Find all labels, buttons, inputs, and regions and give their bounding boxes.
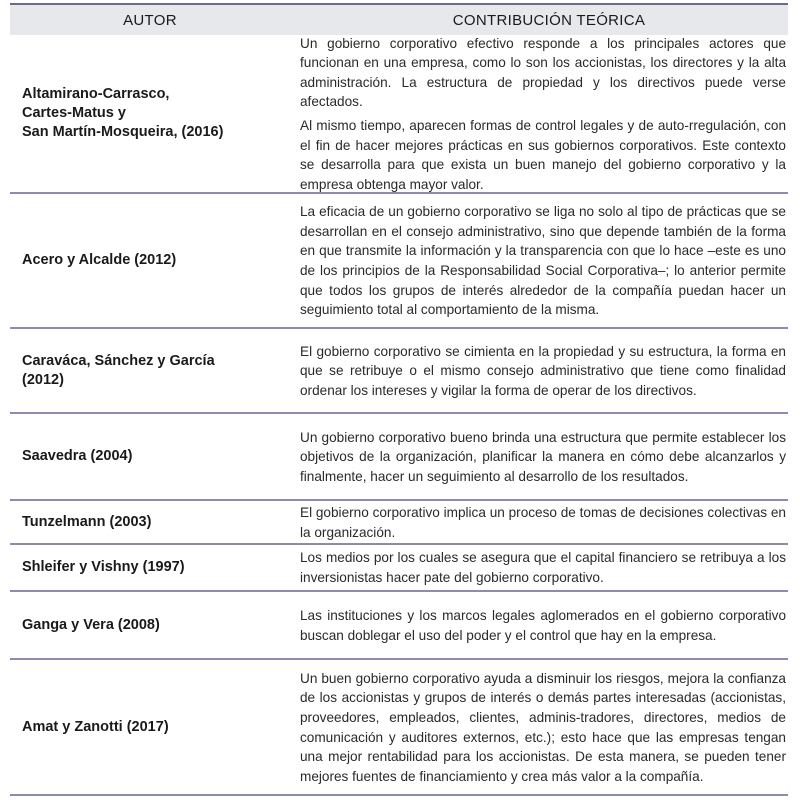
author-cell: [10, 251, 290, 270]
contribution-paragraph: Al mismo tiempo, aparecen formas de control legales y de auto-rregulación, con el fin de hacer mejores prácticas en sus gobiernos corporativos. Este contexto se desarrolla para que exista un buen manejo del gobierno corporativo y la empresa obtenga mayor valor.: [300, 118, 786, 192]
contribution-paragraph: Un gobierno corporativo bueno brinda una estructura que permite establecer los objetivos de la organización, planificar la manera en cómo debe alcanzarlos y finalmente, hacer un seguimiento al desarrollo de los resultados.: [300, 429, 786, 484]
author-cell: [10, 718, 290, 737]
table-row: [10, 660, 788, 796]
contribution-cell: [290, 542, 788, 592]
table-row: [10, 194, 788, 329]
author-cell: [10, 616, 290, 635]
contribution-cell: [290, 422, 788, 492]
author-line: Tunzelmann (2003): [22, 513, 152, 530]
author-cell: [10, 447, 290, 466]
contribution-paragraph: Un buen gobierno corporativo ayuda a disminuir los riesgos, mejora la confianza de los accionistas y grupos de interés o demás partes interesadas (accionistas, proveedores, empleados, clientes, adminis-tradores, directores, medios de comunicación y auditores externos, etc.); esto hace que las empresas tengan una mejor rentabilidad para los accionistas. De esta manera, se pueden tener mejores fuentes de financiamiento y crea más valor a la compañía.: [300, 670, 786, 784]
authors-contributions-table: [10, 3, 788, 796]
author-cell: [10, 558, 290, 577]
author-line: Saavedra (2004): [22, 448, 133, 464]
table-row: [10, 545, 788, 592]
contribution-paragraph: Las instituciones y los marcos legales aglomerados en el gobierno corporativo buscan doblegar el uso del poder y el control que hay en la empresa.: [300, 607, 786, 643]
author-line: Caraváca, Sánchez y García: [22, 352, 215, 369]
table-row: [10, 329, 788, 414]
table-row: [10, 35, 788, 194]
contribution-cell: [290, 497, 788, 547]
contribution-cell: [290, 28, 788, 200]
author-line: (2012): [22, 371, 64, 388]
author-line: San Martín-Mosqueira, (2016): [22, 124, 224, 140]
author-line: Ganga y Vera (2008): [22, 616, 160, 633]
contribution-cell: [290, 336, 788, 406]
author-cell: [10, 85, 290, 142]
contribution-paragraph: El gobierno corporativo implica un proceso de tomas de decisiones colectivas en la organización.: [300, 504, 786, 540]
author-line: Cartes-Matus y: [22, 105, 126, 121]
author-line: Altamirano-Carrasco,: [22, 86, 170, 102]
contribution-cell: [290, 600, 788, 650]
contribution-paragraph: Un gobierno corporativo efectivo responde a los principales actores que funcionan en una empresa, como lo son los accionistas, los directores y la alta administración. La estructura de propiedad y los directivos puede verse afectados.: [300, 35, 786, 110]
contribution-cell: [290, 196, 788, 325]
table-row: [10, 501, 788, 545]
author-cell: [10, 513, 290, 532]
author-line: Shleifer y Vishny (1997): [22, 559, 185, 575]
header-author: AUTOR: [123, 11, 177, 29]
author-cell: [10, 352, 290, 390]
contribution-paragraph: Los medios por los cuales se asegura que el capital financiero se retribuya a los inversionistas hacer pate del gobierno corporativo.: [300, 550, 786, 585]
contribution-paragraph: La eficacia de un gobierno corporativo se liga no solo al tipo de prácticas que se desarrollan en el consejo administrativo, sino que depende también de la forma en que transmite la información y la transparencia con que lo hace –este es uno de los principios de la Responsabilidad Social Corporativa–; lo anterior permite que todos los grupos de interés alrededor de la compañía puedan hacer un seguimiento total al comportamiento de la misma.: [300, 204, 786, 318]
table-row: [10, 592, 788, 660]
table-row: [10, 414, 788, 501]
author-line: Amat y Zanotti (2017): [22, 718, 169, 735]
author-line: Acero y Alcalde (2012): [22, 252, 177, 268]
header-contribution: CONTRIBUCIÓN TEÓRICA: [452, 11, 646, 29]
contribution-cell: [290, 663, 788, 792]
contribution-paragraph: El gobierno corporativo se cimienta en la propiedad y su estructura, la forma en que se retribuye o el mismo consejo administrativo que tiene como finalidad ordenar los intereses y vigilar la forma de operar de los directivos.: [300, 343, 786, 398]
